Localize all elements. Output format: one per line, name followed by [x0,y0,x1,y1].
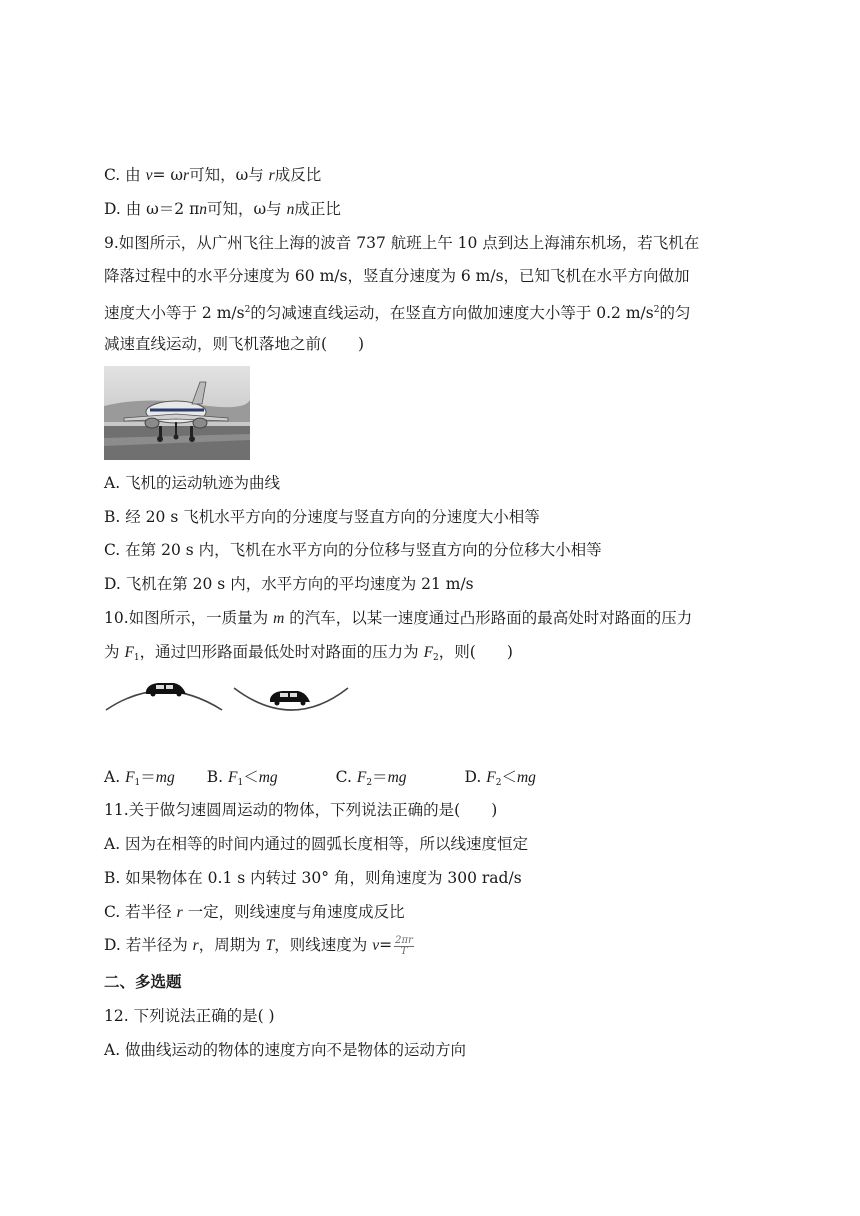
q10-options [104,766,536,794]
airplane-photo [104,366,250,460]
q10-option-d: D. $F_2<mg$ [464,768,536,788]
q12-stem: 12. 下列说法正确的是( ) [104,1007,275,1025]
option-c-q8: C. 由 v= ωr可知，ω与 r成反比 [104,166,322,184]
q9-line-4: 减速直线运动，则飞机落地之前( ) [104,335,365,353]
q12-option-a: A. 做曲线运动的物体的速度方向不是物体的运动方向 [104,1041,467,1059]
velocity-fraction: $\frac{2\pi r}{T}$ [395,934,413,957]
q11-option-c: C. 若半径 r 一定，则线速度与角速度成反比 [104,903,405,921]
q10-option-c: C. $F_2=mg$ [335,768,407,788]
q11-option-d: D. 若半径为 r，周期为 T，则线速度为 v= $\frac{2\pi r}{T}$ [104,934,413,957]
section-heading-multi-choice: 二、多选题 [104,972,182,991]
q10-line-1: 10.如图所示，一质量为 m 的汽车，以某一速度通过凸形路面的最高处时对路面的压力 [104,609,693,627]
q10-option-b: B. $F_1<mg$ [206,768,278,788]
option-d-q8: D. 由 ω＝2 πn可知，ω与 n成正比 [104,200,341,218]
q10-option-a: A. $F_1=mg$ [104,768,175,788]
q10-line-2: 为 $F_1$，通过凹形路面最低处时对路面的压力为 $F_2$，则( ) [104,643,513,663]
q9-option-b: B. 经 20 s 飞机水平方向的分速度与竖直方向的分速度大小相等 [104,508,540,526]
car-on-convex-road [146,683,186,697]
q9-line-2: 降落过程中的水平分速度为 60 m/s，竖直分速度为 6 m/s，已知飞机在水平方向做加 [104,267,690,285]
car-on-concave-road [270,691,310,706]
q9-option-d: D. 飞机在第 20 s 内，水平方向的平均速度为 21 m/s [104,575,474,593]
q9-line-3: 速度大小等于 2 $m/s^2$的匀减速直线运动，在竖直方向做加速度大小等于 0.2 $m/s^2$的匀 [104,304,691,322]
q11-option-b: B. 如果物体在 0.1 s 内转过 30° 角，则角速度为 300 rad/s [104,869,522,887]
q11-option-a: A. 因为在相等的时间内通过的圆弧长度相等，所以线速度恒定 [104,835,529,853]
q9-option-a: A. 飞机的运动轨迹为曲线 [104,474,281,492]
q11-stem: 11.关于做匀速圆周运动的物体，下列说法正确的是( ) [104,801,498,819]
road-diagram [104,676,354,736]
q9-option-c: C. 在第 20 s 内，飞机在水平方向的分位移与竖直方向的分位移大小相等 [104,541,602,559]
q9-line-1: 9.如图所示，从广州飞往上海的波音 737 航班上午 10 点到达上海浦东机场，若飞机在 [104,234,700,252]
